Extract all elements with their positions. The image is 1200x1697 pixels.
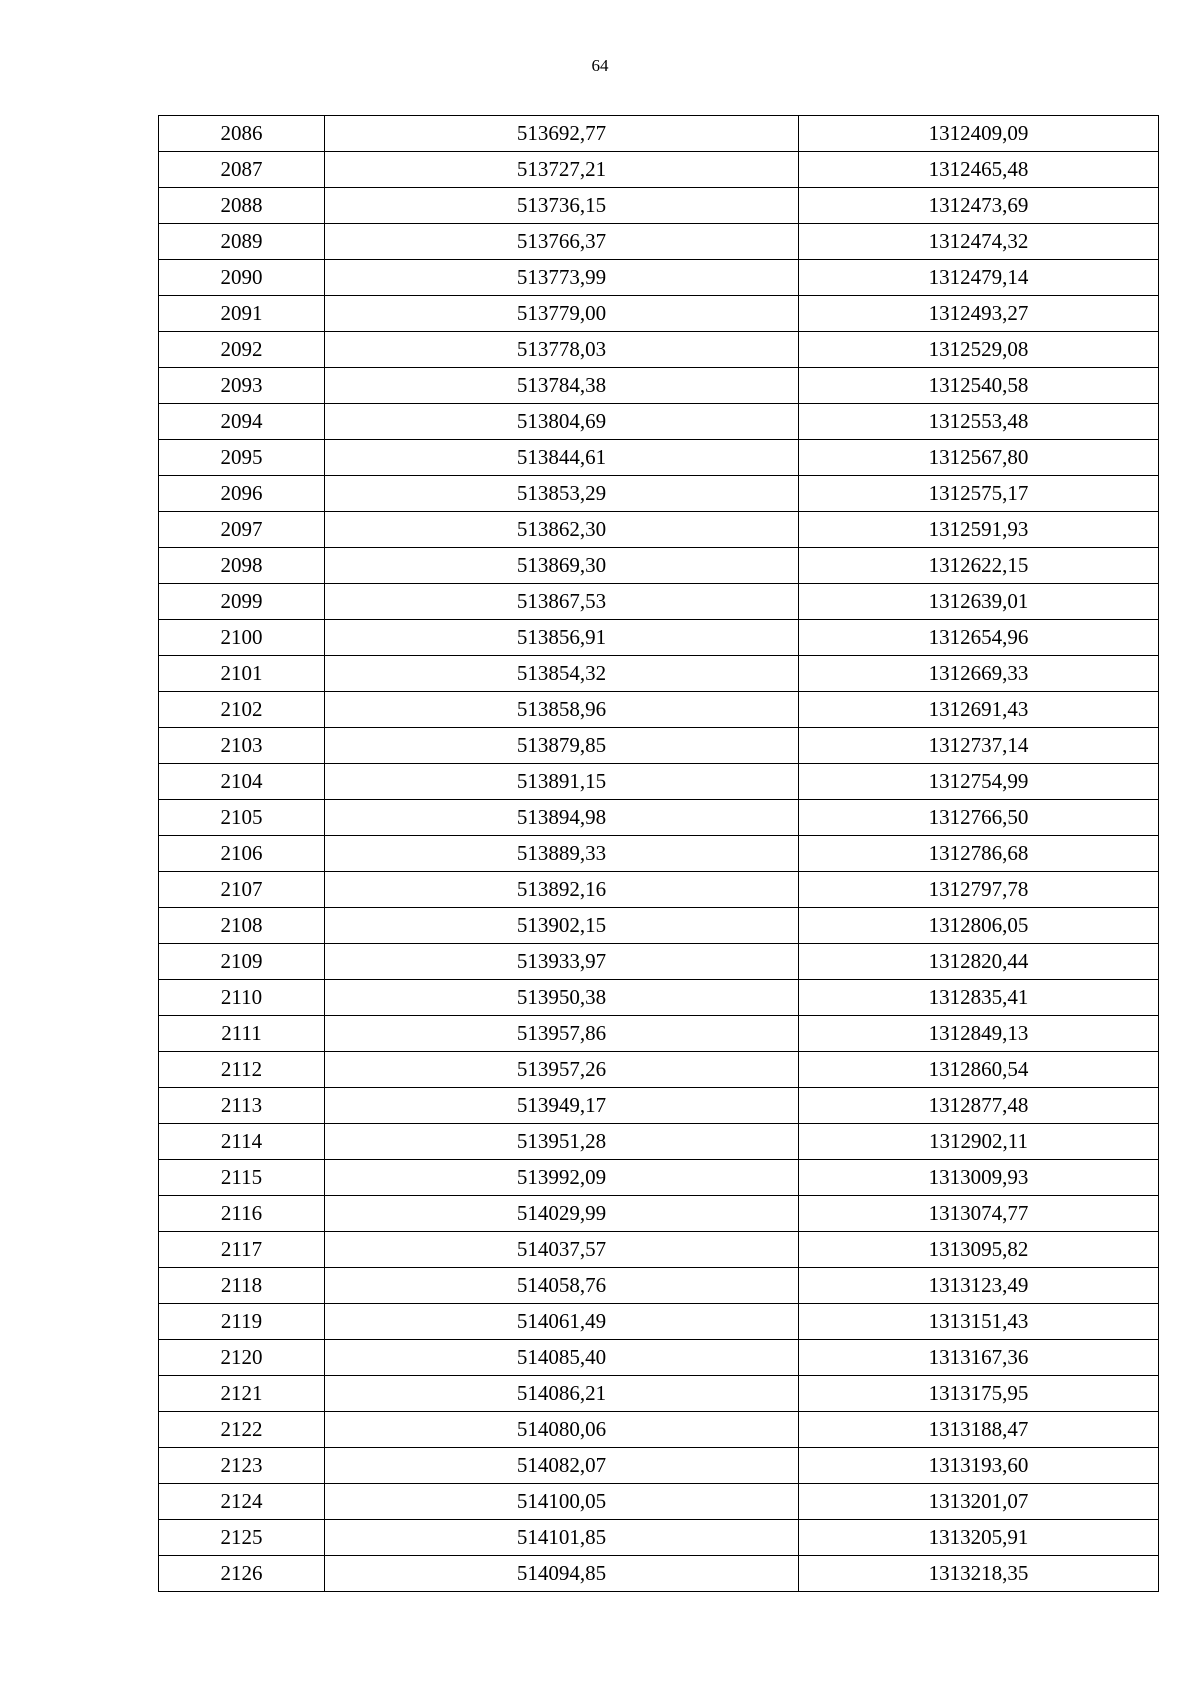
x-coordinate-cell: 513950,38 xyxy=(325,980,799,1016)
x-coordinate-cell: 514080,06 xyxy=(325,1412,799,1448)
x-coordinate-cell: 513891,15 xyxy=(325,764,799,800)
y-coordinate-cell: 1312567,80 xyxy=(799,440,1159,476)
point-number-cell: 2119 xyxy=(159,1304,325,1340)
y-coordinate-cell: 1312820,44 xyxy=(799,944,1159,980)
x-coordinate-cell: 513692,77 xyxy=(325,116,799,152)
table-row xyxy=(159,944,1159,980)
x-coordinate-cell: 513804,69 xyxy=(325,404,799,440)
table-row xyxy=(159,1052,1159,1088)
x-coordinate-cell: 514094,85 xyxy=(325,1556,799,1592)
table-row xyxy=(159,836,1159,872)
y-coordinate-cell: 1312474,32 xyxy=(799,224,1159,260)
point-number-cell: 2100 xyxy=(159,620,325,656)
y-coordinate-cell: 1313175,95 xyxy=(799,1376,1159,1412)
point-number-cell: 2126 xyxy=(159,1556,325,1592)
point-number-cell: 2096 xyxy=(159,476,325,512)
point-number-cell: 2111 xyxy=(159,1016,325,1052)
table-row xyxy=(159,1340,1159,1376)
y-coordinate-cell: 1313009,93 xyxy=(799,1160,1159,1196)
point-number-cell: 2090 xyxy=(159,260,325,296)
point-number-cell: 2121 xyxy=(159,1376,325,1412)
y-coordinate-cell: 1313095,82 xyxy=(799,1232,1159,1268)
x-coordinate-cell: 513992,09 xyxy=(325,1160,799,1196)
point-number-cell: 2104 xyxy=(159,764,325,800)
table-row xyxy=(159,908,1159,944)
table-row xyxy=(159,1520,1159,1556)
y-coordinate-cell: 1312737,14 xyxy=(799,728,1159,764)
y-coordinate-cell: 1312754,99 xyxy=(799,764,1159,800)
table-row xyxy=(159,188,1159,224)
table-row xyxy=(159,1556,1159,1592)
point-number-cell: 2110 xyxy=(159,980,325,1016)
x-coordinate-cell: 513779,00 xyxy=(325,296,799,332)
x-coordinate-cell: 513736,15 xyxy=(325,188,799,224)
point-number-cell: 2087 xyxy=(159,152,325,188)
y-coordinate-cell: 1312797,78 xyxy=(799,872,1159,908)
point-number-cell: 2086 xyxy=(159,116,325,152)
x-coordinate-cell: 514101,85 xyxy=(325,1520,799,1556)
x-coordinate-cell: 513854,32 xyxy=(325,656,799,692)
y-coordinate-cell: 1312529,08 xyxy=(799,332,1159,368)
y-coordinate-cell: 1312806,05 xyxy=(799,908,1159,944)
y-coordinate-cell: 1312473,69 xyxy=(799,188,1159,224)
y-coordinate-cell: 1312654,96 xyxy=(799,620,1159,656)
point-number-cell: 2091 xyxy=(159,296,325,332)
x-coordinate-cell: 513862,30 xyxy=(325,512,799,548)
y-coordinate-cell: 1312493,27 xyxy=(799,296,1159,332)
x-coordinate-cell: 513892,16 xyxy=(325,872,799,908)
point-number-cell: 2097 xyxy=(159,512,325,548)
point-number-cell: 2114 xyxy=(159,1124,325,1160)
table-row xyxy=(159,1088,1159,1124)
point-number-cell: 2092 xyxy=(159,332,325,368)
y-coordinate-cell: 1312622,15 xyxy=(799,548,1159,584)
table-row xyxy=(159,224,1159,260)
x-coordinate-cell: 513867,53 xyxy=(325,584,799,620)
x-coordinate-cell: 513856,91 xyxy=(325,620,799,656)
y-coordinate-cell: 1313218,35 xyxy=(799,1556,1159,1592)
table-row xyxy=(159,440,1159,476)
point-number-cell: 2093 xyxy=(159,368,325,404)
x-coordinate-cell: 513949,17 xyxy=(325,1088,799,1124)
table-row xyxy=(159,1268,1159,1304)
y-coordinate-cell: 1312553,48 xyxy=(799,404,1159,440)
point-number-cell: 2108 xyxy=(159,908,325,944)
y-coordinate-cell: 1312877,48 xyxy=(799,1088,1159,1124)
x-coordinate-cell: 513727,21 xyxy=(325,152,799,188)
x-coordinate-cell: 513889,33 xyxy=(325,836,799,872)
y-coordinate-cell: 1312465,48 xyxy=(799,152,1159,188)
x-coordinate-cell: 513902,15 xyxy=(325,908,799,944)
x-coordinate-cell: 514058,76 xyxy=(325,1268,799,1304)
x-coordinate-cell: 513844,61 xyxy=(325,440,799,476)
x-coordinate-cell: 514061,49 xyxy=(325,1304,799,1340)
point-number-cell: 2120 xyxy=(159,1340,325,1376)
point-number-cell: 2107 xyxy=(159,872,325,908)
x-coordinate-cell: 513957,86 xyxy=(325,1016,799,1052)
table-row xyxy=(159,116,1159,152)
x-coordinate-cell: 514029,99 xyxy=(325,1196,799,1232)
table-row xyxy=(159,260,1159,296)
table-body xyxy=(159,116,1159,1592)
point-number-cell: 2123 xyxy=(159,1448,325,1484)
point-number-cell: 2118 xyxy=(159,1268,325,1304)
point-number-cell: 2102 xyxy=(159,692,325,728)
table-row xyxy=(159,728,1159,764)
y-coordinate-cell: 1312786,68 xyxy=(799,836,1159,872)
table-row xyxy=(159,620,1159,656)
table-row xyxy=(159,1124,1159,1160)
point-number-cell: 2122 xyxy=(159,1412,325,1448)
x-coordinate-cell: 513853,29 xyxy=(325,476,799,512)
table-row xyxy=(159,692,1159,728)
table-row xyxy=(159,980,1159,1016)
table-row xyxy=(159,1484,1159,1520)
point-number-cell: 2106 xyxy=(159,836,325,872)
y-coordinate-cell: 1312540,58 xyxy=(799,368,1159,404)
y-coordinate-cell: 1312849,13 xyxy=(799,1016,1159,1052)
y-coordinate-cell: 1313205,91 xyxy=(799,1520,1159,1556)
y-coordinate-cell: 1312902,11 xyxy=(799,1124,1159,1160)
point-number-cell: 2117 xyxy=(159,1232,325,1268)
point-number-cell: 2115 xyxy=(159,1160,325,1196)
x-coordinate-cell: 513766,37 xyxy=(325,224,799,260)
table-row xyxy=(159,1448,1159,1484)
y-coordinate-cell: 1313167,36 xyxy=(799,1340,1159,1376)
point-number-cell: 2113 xyxy=(159,1088,325,1124)
y-coordinate-cell: 1313151,43 xyxy=(799,1304,1159,1340)
table-row xyxy=(159,152,1159,188)
point-number-cell: 2124 xyxy=(159,1484,325,1520)
x-coordinate-cell: 513933,97 xyxy=(325,944,799,980)
x-coordinate-cell: 513778,03 xyxy=(325,332,799,368)
table-row xyxy=(159,872,1159,908)
point-number-cell: 2109 xyxy=(159,944,325,980)
y-coordinate-cell: 1312409,09 xyxy=(799,116,1159,152)
y-coordinate-cell: 1313123,49 xyxy=(799,1268,1159,1304)
table-row xyxy=(159,584,1159,620)
point-number-cell: 2103 xyxy=(159,728,325,764)
x-coordinate-cell: 514085,40 xyxy=(325,1340,799,1376)
point-number-cell: 2094 xyxy=(159,404,325,440)
x-coordinate-cell: 514037,57 xyxy=(325,1232,799,1268)
y-coordinate-cell: 1313193,60 xyxy=(799,1448,1159,1484)
point-number-cell: 2099 xyxy=(159,584,325,620)
point-number-cell: 2088 xyxy=(159,188,325,224)
x-coordinate-cell: 514086,21 xyxy=(325,1376,799,1412)
table-row xyxy=(159,404,1159,440)
table-row xyxy=(159,764,1159,800)
coordinates-table xyxy=(158,115,1159,1592)
x-coordinate-cell: 513894,98 xyxy=(325,800,799,836)
y-coordinate-cell: 1312691,43 xyxy=(799,692,1159,728)
point-number-cell: 2116 xyxy=(159,1196,325,1232)
y-coordinate-cell: 1313074,77 xyxy=(799,1196,1159,1232)
y-coordinate-cell: 1312591,93 xyxy=(799,512,1159,548)
point-number-cell: 2112 xyxy=(159,1052,325,1088)
table-row xyxy=(159,368,1159,404)
point-number-cell: 2089 xyxy=(159,224,325,260)
y-coordinate-cell: 1313201,07 xyxy=(799,1484,1159,1520)
x-coordinate-cell: 513957,26 xyxy=(325,1052,799,1088)
table-row xyxy=(159,800,1159,836)
table-row xyxy=(159,476,1159,512)
point-number-cell: 2095 xyxy=(159,440,325,476)
y-coordinate-cell: 1312479,14 xyxy=(799,260,1159,296)
table-row xyxy=(159,548,1159,584)
x-coordinate-cell: 513951,28 xyxy=(325,1124,799,1160)
table-row xyxy=(159,656,1159,692)
table-row xyxy=(159,1232,1159,1268)
table-row xyxy=(159,1196,1159,1232)
y-coordinate-cell: 1312639,01 xyxy=(799,584,1159,620)
page-number: 64 xyxy=(591,56,609,75)
x-coordinate-cell: 513773,99 xyxy=(325,260,799,296)
x-coordinate-cell: 513784,38 xyxy=(325,368,799,404)
point-number-cell: 2125 xyxy=(159,1520,325,1556)
table-row xyxy=(159,1304,1159,1340)
point-number-cell: 2101 xyxy=(159,656,325,692)
y-coordinate-cell: 1312575,17 xyxy=(799,476,1159,512)
x-coordinate-cell: 513869,30 xyxy=(325,548,799,584)
point-number-cell: 2105 xyxy=(159,800,325,836)
x-coordinate-cell: 514082,07 xyxy=(325,1448,799,1484)
x-coordinate-cell: 513858,96 xyxy=(325,692,799,728)
table-row xyxy=(159,296,1159,332)
point-number-cell: 2098 xyxy=(159,548,325,584)
table-row xyxy=(159,1160,1159,1196)
table-row xyxy=(159,1016,1159,1052)
table-row xyxy=(159,1376,1159,1412)
y-coordinate-cell: 1313188,47 xyxy=(799,1412,1159,1448)
y-coordinate-cell: 1312835,41 xyxy=(799,980,1159,1016)
y-coordinate-cell: 1312860,54 xyxy=(799,1052,1159,1088)
x-coordinate-cell: 514100,05 xyxy=(325,1484,799,1520)
table-row xyxy=(159,332,1159,368)
table-row xyxy=(159,512,1159,548)
table-row xyxy=(159,1412,1159,1448)
y-coordinate-cell: 1312669,33 xyxy=(799,656,1159,692)
y-coordinate-cell: 1312766,50 xyxy=(799,800,1159,836)
x-coordinate-cell: 513879,85 xyxy=(325,728,799,764)
